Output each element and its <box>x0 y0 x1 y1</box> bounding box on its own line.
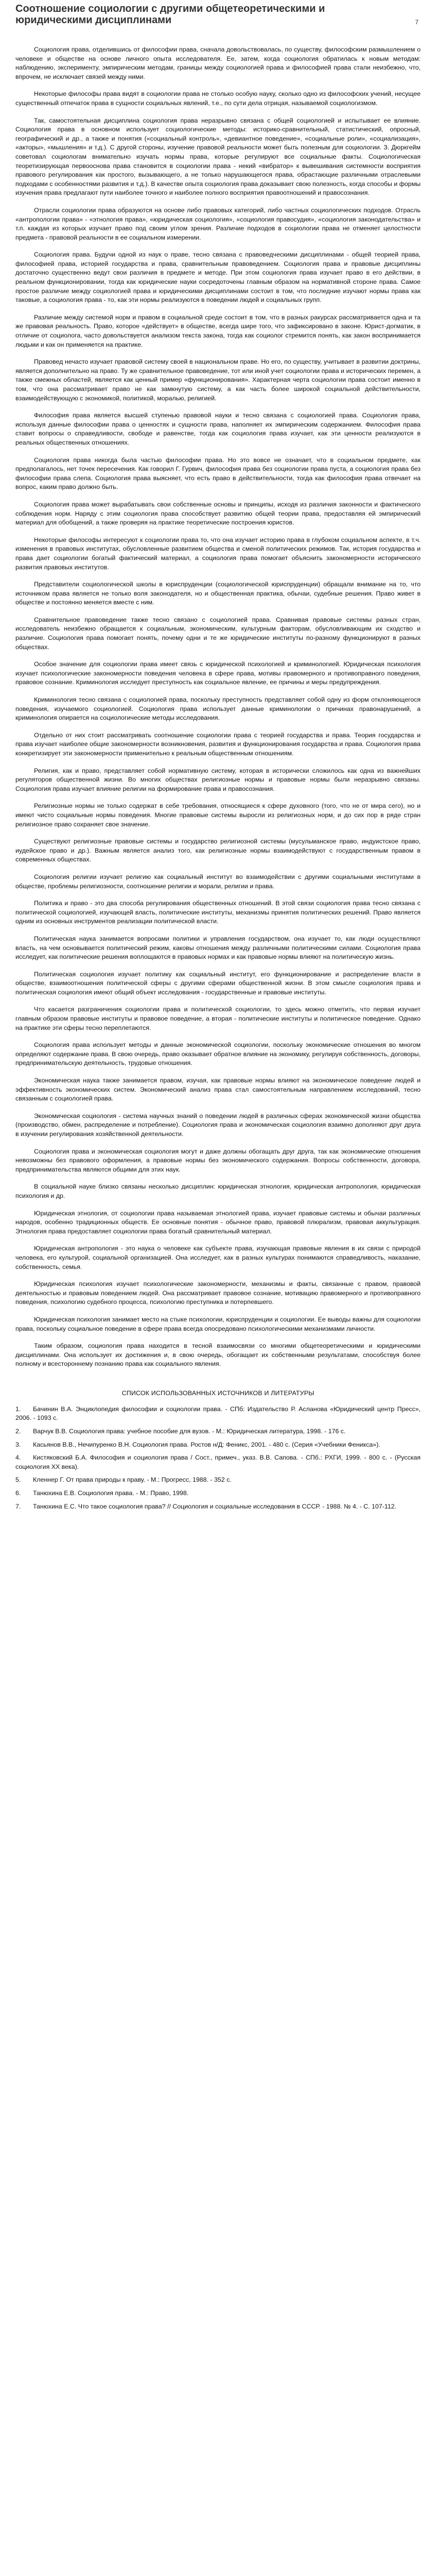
body-paragraph: Социология права. Будучи одной из наук о праве, тесно связана с правоведческими дисциплинами - общей теорией права, философией права, историей государства и права, сравнительным правоведением. Социология права и правовые дисциплины достаточно существенно ведут свои различия в предмете и методе. При этом социология права изучает право в его действии, в реальном функционировании, тогда как юридические науки сосредоточены главным образом на нормативной стороне права. Самое простое различие между социологией права и юридическими дисциплинами состоит в том, что последние изучают нормы права как таковые, а социология права - то, как эти нормы реализуются в поведении людей и социальных групп. <box>15 251 421 304</box>
body-paragraph: Социология права, отделившись от философии права, сначала довольствовалась, по существу, философским размышлением о человеке и обществе на основе личного опыта исследователя. Ее, затем, когда социология обратилась к новым методам: наблюдению, эксперименту, эмпирическим методам, границы между социологией права и философией права стали неизбежно, что, впрочем, не исключает связей между ними. <box>15 46 421 80</box>
body-paragraph: Социология религии изучает религию как социальный институт во взаимодействии с другими социальными институтами в обществе, проблемы религиозности, соотношение религии и морали, религии и права. <box>15 873 421 890</box>
reference-text: Варчук В.В. Социология права: учебное пособие для вузов. - М.: Юридическая литература, 1998. - 176 с. <box>33 1428 346 1435</box>
reference-number: 1. <box>15 1405 21 1413</box>
body-paragraph: Особое значение для социологии права имеет связь с юридической психологией и криминологией. Юридическая психология изучает психологические закономерности поведения человека в сфере права, мотивы правомерного и противоправного поведения, правовое сознание. Криминология исследует преступность как социальное явление, ее причины и меры предупреждения. <box>15 660 421 686</box>
reference-number: 3. <box>15 1440 21 1448</box>
reference-item <box>15 1502 421 1512</box>
body-paragraph: Философия права является высшей ступенью правовой науки и тесно связана с социологией права. Социология права, используя данные философии права о ценностях и сущности права, наполняет их эмпирическим содержанием. Философия права ставит вопросы о справедливости, свободе и равенстве, тогда как социология права изучает, как эти ценности реализуются в реальных общественных отношениях. <box>15 412 421 446</box>
reference-item <box>15 1440 421 1450</box>
body-paragraph: Различие между системой норм и правом в социальной среде состоит в том, что в разных ракурсах рассматривается одна и та же правовая реальность. Право, которое «действует» в обществе, всегда шире того, что зафиксировано в законе. Юрист-догматик, в отличие от социолога, часто довольствуется анализом текста закона, тогда как социолог стремится понять, как закон воспринимается людьми и как он применяется на практике. <box>15 313 421 348</box>
body-paragraph: Юридическая этнология, от социологии права называемая этнологией права, изучает правовые системы и обычаи различных народов, особенно традиционных обществ. Ее основные понятия - обычное право, правовой плюрализм, правовая аккультурация. Этнология права предоставляет социологии права богатый сравнительный материал. <box>15 1209 421 1235</box>
reference-item <box>15 1476 421 1485</box>
reference-item <box>15 1489 421 1498</box>
body-paragraph: Отрасли социологии права образуются на основе либо правовых категорий, либо частных социологических подходов. Отрасль «антропологии права» - «этнология права», «юридическая социология», «социология правосудия», «социология законодательства» и т.п. каждая из которых изучает право под своим углом зрения. Различие подходов в социологии права не отменяет целостности предмета - правовой реальности в ее социальном измерении. <box>15 206 421 241</box>
body-paragraph: Некоторые философы интересуют к социологии права то, что она изучает историю права в глубоком социальном аспекте, в т.ч. изменения в правовых институтах, обусловленные развитием общества и сменой политических режимов. Так, история государства и права дает социологии богатый фактический материал, а социология права помогает объяснить закономерности исторического развития правовых институтов. <box>15 536 421 571</box>
document-body <box>15 45 421 1369</box>
body-paragraph: Юридическая антропология - это наука о человеке как субъекте права, изучающая правовые явления в их связи с природой человека, его культурой, социальной организацией. Она исследует, как в разных культурах понимаются справедливость, наказание, собственность, семья. <box>15 1245 421 1270</box>
body-paragraph: Политическая наука занимается вопросами политики и управления государством, она изучает то, как люди осуществляют власть, на чем основывается политический режим, каковы отношения между различными политическими силами. Социология права исследует, как политические решения воплощаются в правовых нормах и как правовые нормы влияют на политическую жизнь. <box>15 935 421 961</box>
body-paragraph: Что касается разграничения социологии права и политической социологии, то здесь можно отметить, что первая изучает главным образом правовые институты и правовое поведение, а вторая - политические институты и политическое поведение. Однако на практике эти сферы тесно переплетаются. <box>15 1006 421 1031</box>
body-paragraph: Таким образом, социология права находится в тесной взаимосвязи со многими общетеоретическими и юридическими дисциплинами. Она использует их достижения и, в свою очередь, обогащает их собственными результатами, способствуя более полному и всестороннему познанию права как социального явления. <box>15 1342 421 1368</box>
reference-number: 2. <box>15 1428 21 1435</box>
body-paragraph: Представители социологической школы в юриспруденции (социологической юриспруденции) обращали внимание на то, что источником права является не только воля законодателя, но и общественная практика, обычаи, судебные решения. Право живет в обществе и постоянно меняется вместе с ним. <box>15 581 421 606</box>
body-paragraph: Экономическая социология - система научных знаний о поведении людей в различных сферах экономической жизни общества (производство, обмен, распределение и потребление). Социология права и экономическая социология взаимно дополняют друг друга в изучении регулирования хозяйственной деятельности. <box>15 1112 421 1138</box>
references-list <box>15 1405 421 1511</box>
body-paragraph: Отдельно от них стоит рассматривать соотношение социологии права с теорией государства и права. Теория государства и права изучает наиболее общие закономерности возникновения, развития и функционирования государства и права. Социология права конкретизирует эти закономерности применительно к реальным общественным отношениям. <box>15 731 421 757</box>
body-paragraph: Так, самостоятельная дисциплина социология права неразрывно связана с общей социологией и испытывает ее влияние. Социология права в основном использует социологические методы: историко-сравнительный, статистический, опросный, географический и др., а также и понятия («социальный контроль», «девиантное поведение», «социальные роли», «социализация», «акторы», «мышления» и т.д.). С другой стороны, изучение правовой реальности может быть полезным для социологии. З. Дюркгейм советовал социологам внимательно изучать нормы права, которые регулируют все социальные факты. Социологическая теоретизирующая первооснова права становится в социологии права - некий «вибратор» к вывешивания системности восприятия правового регулирования как простого, вызывающего, а не только нарушающегося права, обрастающие различными отраслевыми подходами с особенностями развития и т.д.). В качестве опыта социология права доказывает свою полезность, когда способы и формы изучения права предлагают пути наиболее точного и наиболее полного восприятия правоотношений и правосознания. <box>15 116 421 197</box>
body-paragraph: Социология права может вырабатывать свои собственные основы и принципы, исходя из различия законности и фактического соблюдения норм. Наряду с этим социология права способствует развитию общей теории права, предоставляя ей эмпирический материал для обобщений, а также проверяя на практике теоретические построения юристов. <box>15 500 421 527</box>
page-number: 7 <box>415 19 418 26</box>
body-paragraph: Некоторые философы права видят в социологии права не столько особую науку, сколько одно из философских учений, несущее существенный отпечаток права в сущности социальных явлений, т.е., по сути дела отрицая, называемой социологизмом. <box>15 90 421 107</box>
reference-text: Касьянов В.В., Нечипуренко В.Н. Социология права. Ростов н/Д: Феникс, 2001. - 480 с. (Серия «Учебники Феникса»). <box>33 1440 380 1448</box>
body-paragraph: Политика и право - это два способа регулирования общественных отношений. В этой связи социология права тесно связана с политической социологией, изучающей власть, политические институты, механизмы принятия политических решений. Право является одним из основных инструментов реализации политической власти. <box>15 900 421 925</box>
body-paragraph: Существуют религиозные правовые системы и государство религиозной системы (мусульманское право, индуистское право, иудейское право и др.). Важным является анализ того, как религиозные нормы взаимодействуют с государственным правом в современных обществах. <box>15 838 421 863</box>
reference-text: Танюхина Е.В. Социология права. - М.: Право, 1998. <box>33 1489 189 1497</box>
body-paragraph: Политическая социология изучает политику как социальный институт, его функционирование и распределение власти в обществе, взаимоотношения политической сферы с другими сферами общественной жизни. В этом смысле социология права и политическая социология имеют общий объект исследования - государственные и правовые институты. <box>15 970 421 996</box>
reference-number: 5. <box>15 1476 21 1484</box>
references-title: СПИСОК ИСПОЛЬЗОВАННЫХ ИСТОЧНИКОВ И ЛИТЕРАТУРЫ <box>121 1389 315 1397</box>
page-title: Соотношение социологии с другими общетеоретическими и юридическими дисциплинами <box>15 3 325 26</box>
body-paragraph: Религия, как и право, представляет собой нормативную систему, которая в исторически сложилось как одна из важнейших регуляторов общественной жизни. Во многих обществах религиозные нормы и правовые нормы были неразрывно связаны. Социология права изучает влияние религии на формирование права и правосознания. <box>15 767 421 792</box>
reference-number: 4. <box>15 1454 21 1462</box>
reference-text: Кистяковский Б.А. Философия и социология права / Сост., примеч., указ. В.В. Сапова. - СПб.: РХГИ, 1999. - 800 с. - (Русская социология XX века). <box>15 1454 421 1470</box>
reference-number: 6. <box>15 1489 21 1497</box>
reference-text: Бачинин В.А. Энциклопедия философии и социологии права. - СПб: Издательство Р. Асланова «Юридический центр Пресс», 2006. - 1093 с. <box>15 1405 421 1422</box>
reference-text: Танюхина Е.С. Что такое социология права? // Социология и социальные исследования в СССР. - 1988. № 4. - С. 107-112. <box>33 1502 397 1510</box>
reference-item <box>15 1453 421 1471</box>
body-paragraph: Социология права и экономическая социология могут и даже должны обогащать друг друга, так как экономические отношения невозможны без правового оформления, а правовые нормы без экономического содержания. Вопросы собственности, договора, предпринимательства являются общими для этих наук. <box>15 1147 421 1173</box>
reference-item <box>15 1405 421 1423</box>
body-paragraph: Социология права никогда была частью философии права. Но это вовсе не означает, что в социальном предмете, как предполагалось, нет точек пересечения. Как говорил Г. Гурвич, философия права без социологии права пуста, а социология права без философии права слепа. Социология права выясняет, что есть право в действительности, тогда как философия права отвечает на вопрос, каким право должно быть. <box>15 456 421 491</box>
body-paragraph: В социальной науке близко связаны несколько дисциплин: юридическая этнология, юридическая антропология, юридическая психология и др. <box>15 1183 421 1199</box>
body-paragraph: Правовед нечасто изучает правовой систему своей в национальном праве. Но его, по существу, учитывает в развитии доктрины, является дополнительно на право. Ту же сравнительное правоведение, тот или иной учет социологии права и исторических перемен, а также смежных областей, является как ценный пример «функционирования». Характерная черта социологии права состоит именно в том, что она рассматривает право не как замкнутую систему, а как часть более широкой социальной действительности, взаимодействующую с экономикой, политикой, моралью, религией. <box>15 358 421 402</box>
reference-number: 7. <box>15 1502 21 1510</box>
body-paragraph: Сравнительное правоведение также тесно связано с социологией права. Сравнивая правовые системы разных стран, исследователь неизбежно обращается к социальным, экономическим, культурным факторам, обусловливающим их сходство и различие. Социология права помогает понять, почему одни и те же юридические институты по-разному функционируют в разных обществах. <box>15 616 421 651</box>
body-paragraph: Религиозные нормы не только содержат в себе требования, относящиеся к сфере духовного (того, что не от мира сего), но и имеют чисто социальные нормы поведения. Многие правовые системы выросли из религиозных норм, и до сих пор в ряде стран религиозное право сохраняет свое значение. <box>15 802 421 828</box>
body-paragraph: Юридическая психология занимает место на стыке психологии, юриспруденции и социологии. Ее выводы важны для социологии права, поскольку социальное поведение в сфере права всегда опосредовано психологическими механизмами личности. <box>15 1315 421 1332</box>
body-paragraph: Криминология тесно связана с социологией права, поскольку преступность представляет собой одну из форм отклоняющегося поведения, изучаемого социологией. Социология права использует данные криминологии о причинах правонарушений, а криминология опирается на социологические методы исследования. <box>15 696 421 722</box>
body-paragraph: Социология права использует методы и данные экономической социологии, поскольку экономические отношения во многом определяют содержание права. В свою очередь, право оказывает обратное влияние на экономику, регулируя собственность, договоры, предпринимательскую деятельность, трудовые отношения. <box>15 1041 421 1067</box>
body-paragraph: Юридическая психология изучает психологические закономерности, механизмы и факты, связанные с правом, правовой деятельностью и правовым поведением людей. Она рассматривает правовое сознание, мотивацию правомерного и противоправного поведения, психологию судебного процесса, психологию преступника и потерпевшего. <box>15 1280 421 1306</box>
reference-text: Кленнер Г. От права природы к праву. - М.: Прогресс, 1988. - 352 с. <box>33 1476 232 1484</box>
body-paragraph: Экономическая наука также занимается правом, изучая, как правовые нормы влияют на экономическое поведение людей и эффективность экономических систем. Экономический анализ права стал самостоятельным направлением исследований, тесно связанным с социологией права. <box>15 1077 421 1103</box>
reference-item <box>15 1427 421 1436</box>
